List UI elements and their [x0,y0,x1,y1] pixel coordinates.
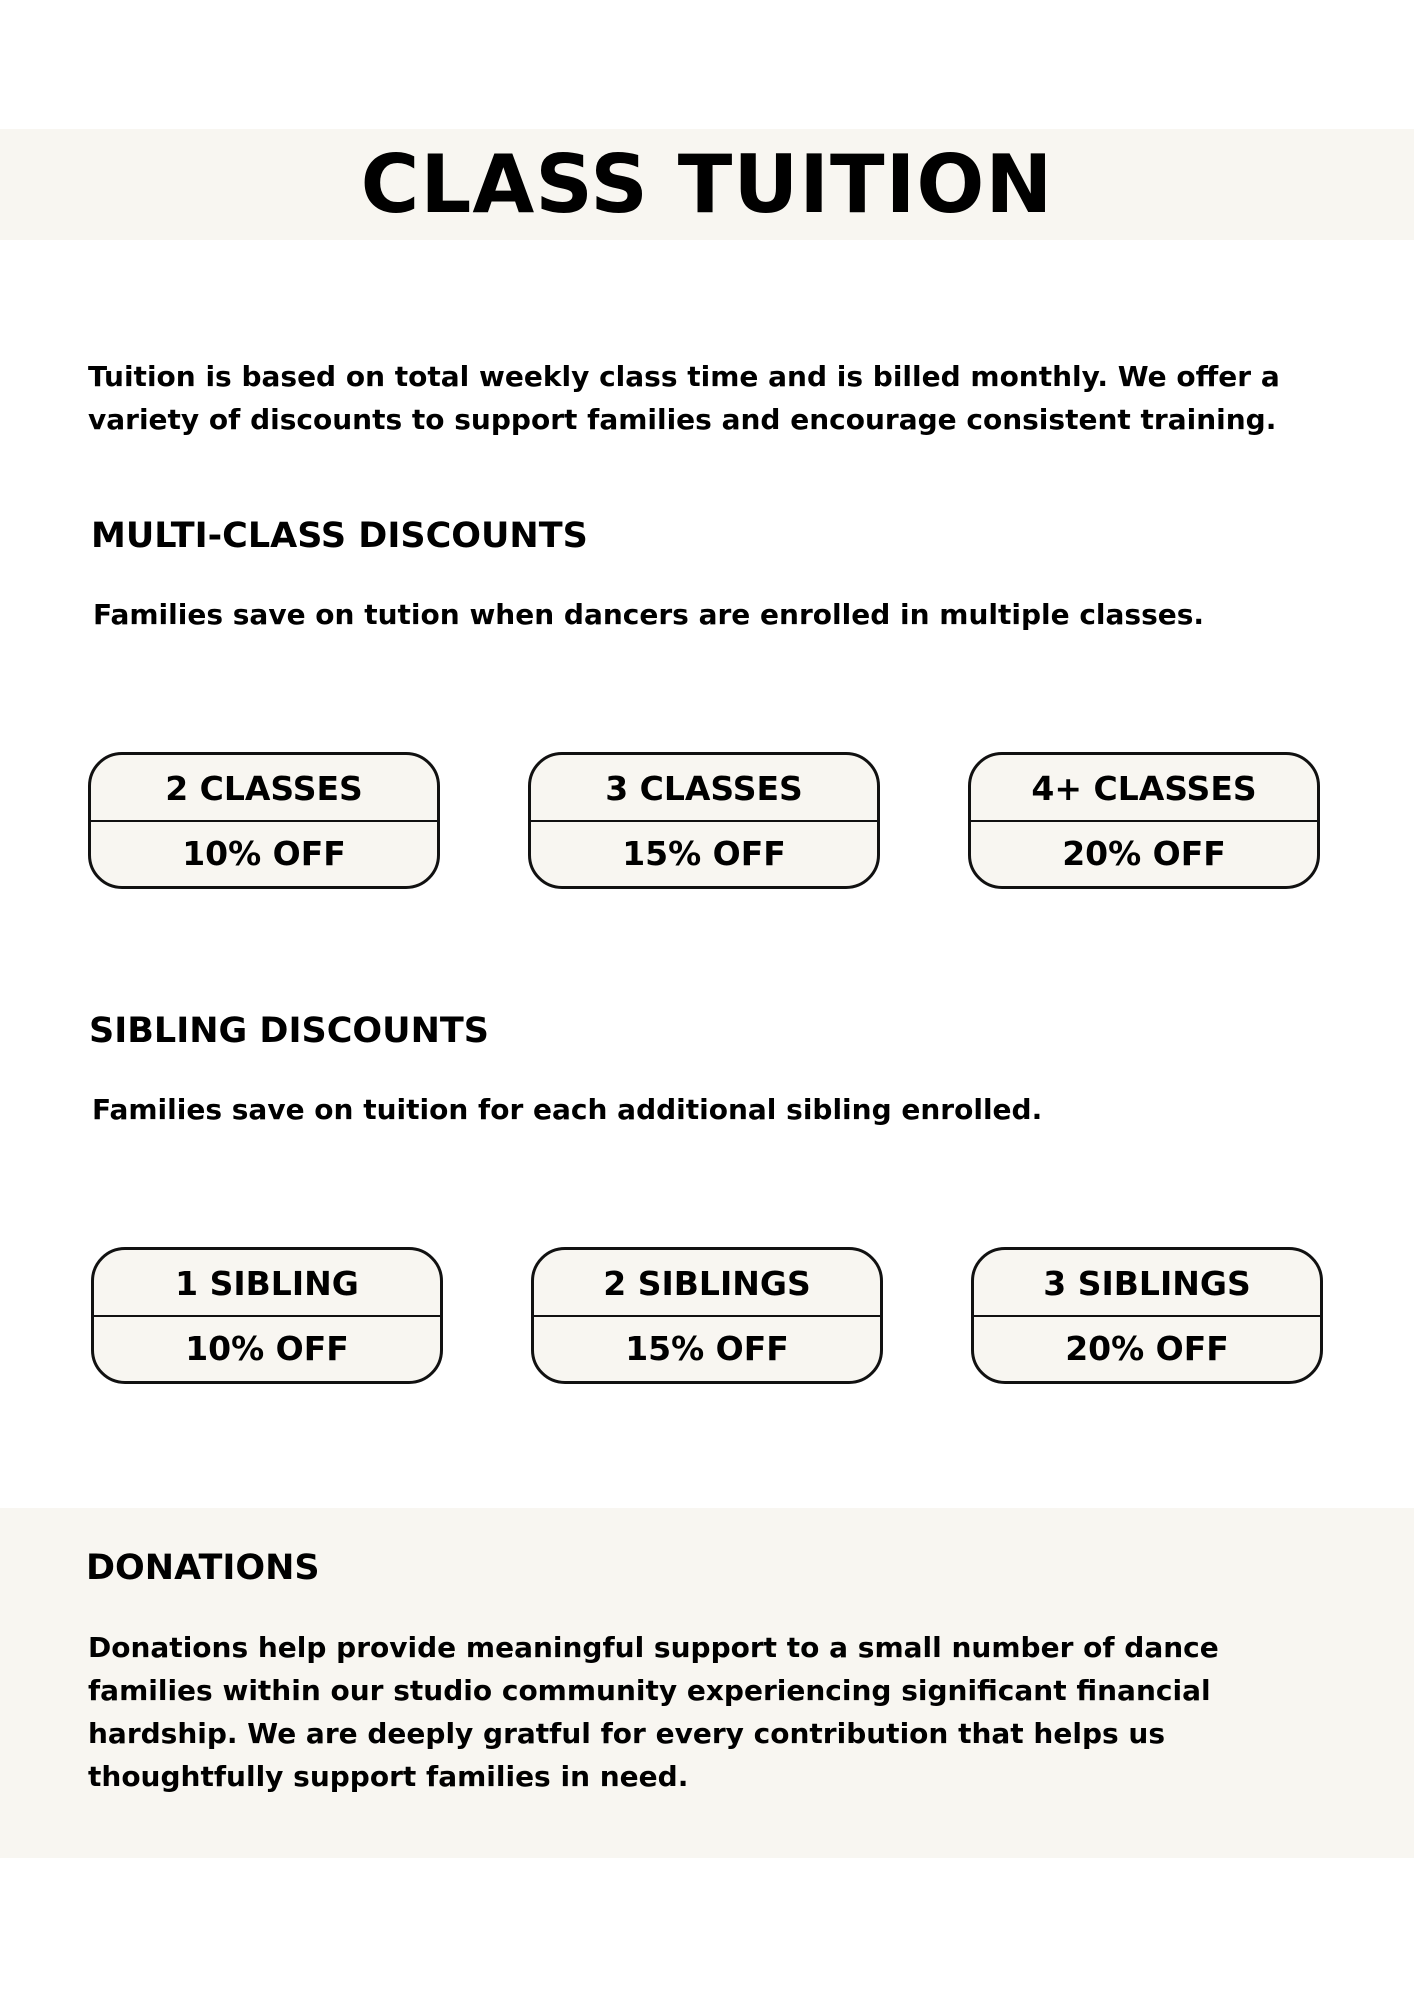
card-discount: 15% OFF [625,1329,789,1368]
intro-paragraph: Tuition is based on total weekly class time and is billed monthly. We offer a variety of discounts to support families and encourage consistent training. [88,360,1280,436]
multi-class-cards [0,752,1414,892]
card-discount: 20% OFF [1062,834,1226,873]
card-discount: 10% OFF [185,1329,349,1368]
discount-card-3-siblings [971,1247,1323,1384]
discount-card-3-classes [528,752,880,889]
multi-class-heading: MULTI-CLASS DISCOUNTS [91,516,588,556]
card-discount: 15% OFF [622,834,786,873]
sibling-heading: SIBLING DISCOUNTS [89,1011,489,1051]
discount-card-2-siblings [531,1247,883,1384]
card-label: 3 SIBLINGS [974,1250,1320,1317]
card-discount: 10% OFF [182,834,346,873]
sibling-cards [0,1247,1414,1387]
card-discount: 20% OFF [1065,1329,1229,1368]
sibling-subtitle: Families save on tuition for each additional sibling enrolled. [92,1093,1043,1126]
card-label: 2 CLASSES [91,755,437,822]
donations-paragraph: Donations help provide meaningful support to a small number of dance families within our studio community experiencing significant financial hardship. We are deeply gratful for every contribution that helps us thoughtfully support families in need. [88,1631,1219,1793]
card-label: 4+ CLASSES [971,755,1317,822]
card-label: 3 CLASSES [531,755,877,822]
card-label: 1 SIBLING [94,1250,440,1317]
discount-card-4-plus-classes [968,752,1320,889]
page-title: CLASS TUITION [360,138,1054,231]
donations-heading: DONATIONS [86,1548,320,1588]
multi-class-subtitle: Families save on tution when dancers are enrolled in multiple classes. [93,598,1205,631]
card-label: 2 SIBLINGS [534,1250,880,1317]
discount-card-1-sibling [91,1247,443,1384]
discount-card-2-classes [88,752,440,889]
